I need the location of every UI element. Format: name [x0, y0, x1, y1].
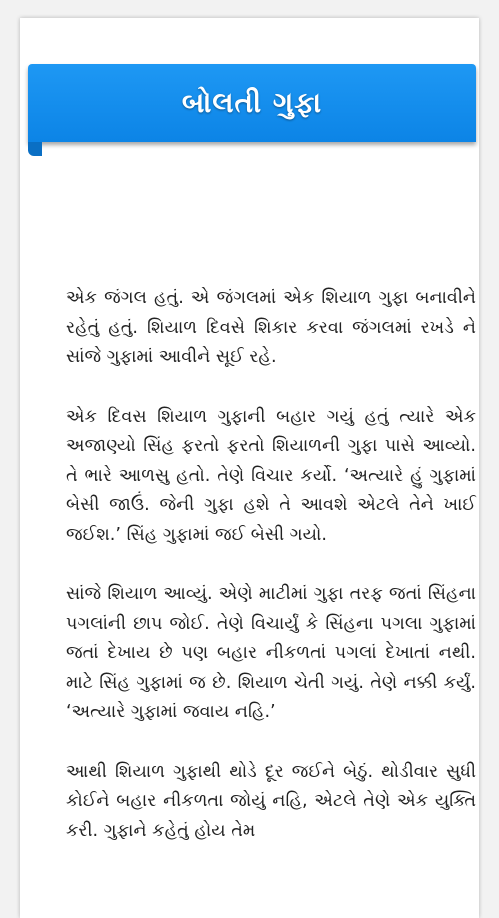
story-paragraph: એક જંગલ હતું. એ જંગલમાં એક શિયાળ ગુફા બનાવીને રહેતું હતું. શિયાળ દિવસે શિકાર કરવા જંગલમાં રખડે ને સાંજે ગુફામાં આવીને સૂઈ રહે.: [66, 288, 476, 367]
story-paragraph: એક દિવસ શિયાળ ગુફાની બહાર ગયું હતું ત્યારે એક અજાણ્યો સિંહ ફરતો ફરતો શિયાળની ગુફા પાસે આવ્યો. તે ભારે આળસુ હતો. તેણે વિચાર કર્યો. ‘અત્યારે હું ગુફામાં બેસી જાઉં. જેની ગુફા હશે તે આવશે એટલે તેને ખાઈ જઈશ.’ સિંહ ગુફામાં જઈ બેસી ગયો.: [66, 406, 476, 545]
page-title: બોલતી ગુફા: [181, 86, 323, 119]
story-page: [20, 18, 479, 918]
story-body: [66, 284, 476, 876]
story-paragraph: સાંજે શિયાળ આવ્યું. એણે માટીમાં ગુફા તરફ જતાં સિંહના પગલાંની છાપ જોઈ. તેણે વિચાર્યું કે સિંહના પગલા ગુફામાં જતાં દેખાય છે પણ બહાર નીકળતાં પગલાં દેખાતાં નથી. માટે સિંહ ગુફામાં જ છે. શિયાળ ચેતી ગયું. તેણે નક્કી કર્યું. ‘અત્યારે ગુફામાં જવાય નહિ.’: [66, 584, 476, 722]
story-paragraph: આથી શિયાળ ગુફાથી થોડે દૂર જઈને બેઠું. થોડીવાર સુધી કોઈને બહાર નીકળતા જોયું નહિ, એટલે તેણે એક યુક્તિ કરી. ગુફાને કહેતું હોય તેમ: [66, 761, 476, 841]
title-banner: [28, 64, 476, 142]
